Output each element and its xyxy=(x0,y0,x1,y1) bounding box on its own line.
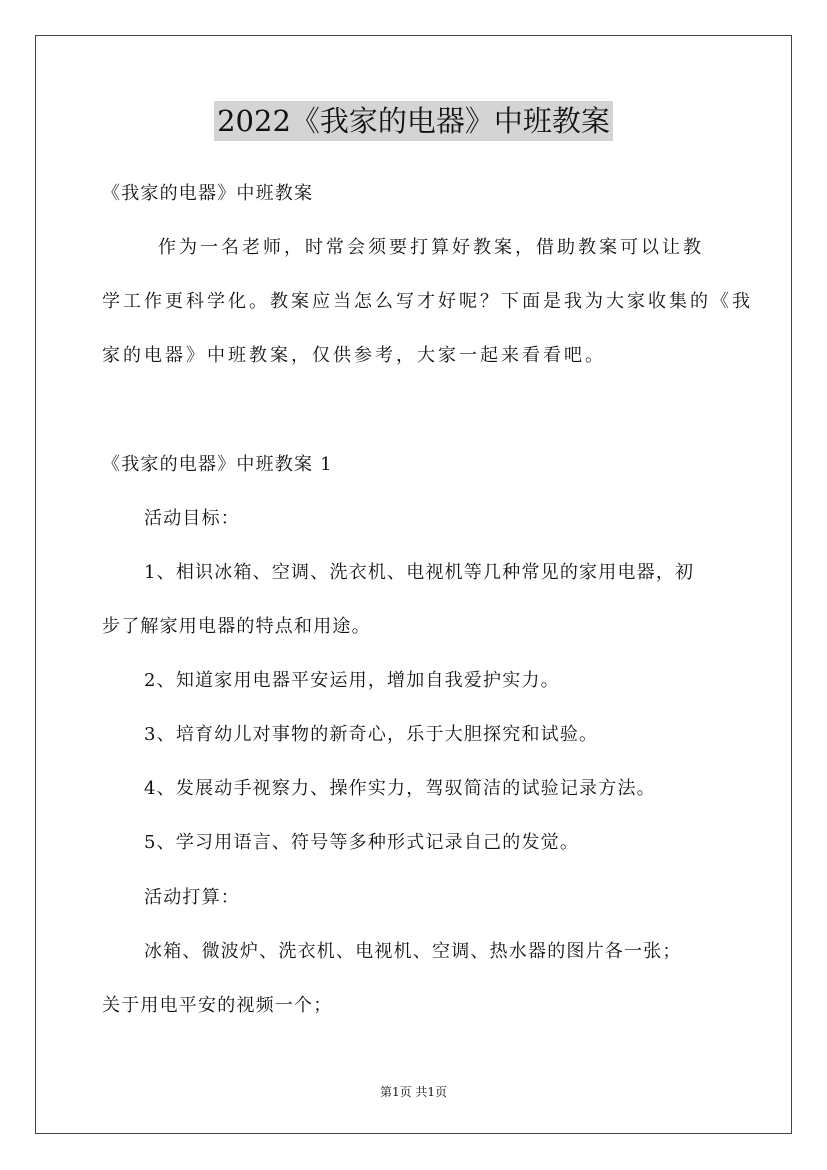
goal-line-2: 步了解家用电器的特点和用途。 xyxy=(102,616,371,637)
goal-line-6: 5、学习用语言、符号等多种形式记录自己的发觉。 xyxy=(144,832,580,853)
goal-line-3: 2、知道家用电器平安运用，增加自我爱护实力。 xyxy=(144,670,560,691)
section-heading: 《我家的电器》中班教案 1 xyxy=(102,454,333,475)
document-title: 2022《我家的电器》中班教案 xyxy=(214,101,613,141)
prep-line-1: 冰箱、微波炉、洗衣机、电视机、空调、热水器的图片各一张； xyxy=(144,941,682,962)
document-subtitle: 《我家的电器》中班教案 xyxy=(102,183,314,204)
intro-line-2: 学工作更科学化。教案应当怎么写才好呢？下面是我为大家收集的《我 xyxy=(102,291,753,312)
page-footer: 第1页 共1页 xyxy=(379,1085,448,1099)
goal-line-1: 1、相识冰箱、空调、洗衣机、电视机等几种常见的家用电器，初 xyxy=(144,562,695,583)
goal-line-5: 4、发展动手视察力、操作实力，驾驭简洁的试验记录方法。 xyxy=(144,778,656,799)
goal-line-4: 3、培育幼儿对事物的新奇心，乐于大胆探究和试验。 xyxy=(144,724,599,745)
intro-line-1: 作为一名老师，时常会须要打算好教案，借助教案可以让教 xyxy=(158,237,704,258)
intro-line-3: 家的电器》中班教案，仅供参考，大家一起来看看吧。 xyxy=(102,345,606,366)
goals-label: 活动目标： xyxy=(144,508,240,529)
prep-label: 活动打算： xyxy=(144,887,240,908)
title-container xyxy=(0,101,827,141)
prep-line-2: 关于用电平安的视频一个； xyxy=(102,995,333,1016)
